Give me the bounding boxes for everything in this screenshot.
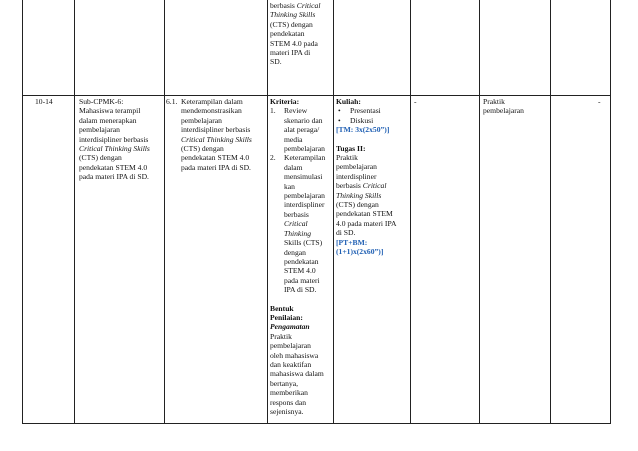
column-divider-2: [164, 0, 165, 424]
indikator-line: pembelajaran: [181, 115, 222, 125]
tugas-line: di SD.: [336, 228, 356, 238]
bentuk-penilaian-line: dan keaktifan: [270, 359, 312, 369]
sub-cpmk-line: pada materi IPA di SD.: [79, 172, 149, 182]
kriteria-heading: Kriteria:: [270, 97, 300, 106]
indikator-line: Critical Thinking Skills: [181, 134, 252, 144]
bullet-item: Diskusi: [350, 115, 374, 125]
indikator-cell: [166, 97, 266, 172]
sub-cpmk-line: Sub-CPMK-6:: [79, 97, 124, 106]
week-cell: 10-14: [35, 97, 53, 106]
column-divider-3: [267, 0, 268, 424]
kriteria-item-line: Thinking: [284, 228, 312, 238]
continuation-line: berbasis: [270, 1, 295, 10]
bentuk-penilaian-line: mahasiswa dalam: [270, 369, 324, 379]
bullet-item: Presentasi: [350, 106, 381, 116]
sub-cpmk-line: pembelajaran: [79, 125, 120, 135]
kriteria-item-line: dengan: [284, 247, 306, 257]
kriteria-item-line: Keterampilan: [284, 153, 326, 163]
column-divider-7: [550, 0, 551, 424]
sub-cpmk-line: pendekatan STEM 4.0: [79, 162, 148, 172]
bentuk-penilaian-line: oleh mahasiswa: [270, 350, 319, 360]
sub-cpmk-line: Mahasiswa terampil: [79, 106, 141, 116]
kriteria-item-line: Critical: [284, 219, 308, 229]
table-border-bottom: [22, 423, 611, 424]
bobot-cell: -: [598, 97, 601, 106]
kriteria-item-line: berbasis: [284, 209, 309, 219]
kriteria-item-line: pembelajaran: [284, 191, 325, 201]
sub-cpmk-line: interdisipliner berbasis: [79, 134, 149, 144]
materi-line: pembelajaran: [483, 106, 524, 116]
kriteria-item-line: Review: [284, 106, 308, 116]
continuation-line: STEM 4.0 pada: [270, 38, 318, 48]
tugas-heading: Tugas II:: [336, 143, 366, 153]
bentuk-penilaian-type: Pengamatan: [270, 322, 310, 332]
pt-bm-label: [PT+BM:: [336, 237, 368, 247]
kriteria-item-line: alat peraga/: [284, 125, 320, 135]
continuation-line: pendekatan: [270, 29, 305, 39]
column-divider-5: [410, 0, 411, 424]
tugas-line: pembelajaran: [336, 162, 377, 172]
kriteria-item-number: 2.: [270, 153, 276, 163]
indikator-line: Keterampilan dalam: [181, 97, 243, 106]
sub-cpmk-line: (CTS) dengan: [79, 153, 122, 163]
indikator-line: pada materi IPA di SD.: [181, 162, 251, 172]
tatap-muka-label: [TM: 3x(2x50”)]: [336, 125, 390, 135]
kriteria-item-line: pada materi: [284, 275, 320, 285]
pt-bm-label: (1+1)x(2x60”)]: [336, 247, 384, 257]
sub-cpmk-cell: [79, 97, 164, 182]
tugas-line: 4.0 pada materi IPA: [336, 218, 397, 228]
table-border-right: [610, 0, 611, 424]
bentuk-penilaian-line: bertanya,: [270, 378, 299, 388]
kriteria-item-line: dalam: [284, 162, 303, 172]
indikator-line: pendekatan STEM 4.0: [181, 153, 250, 163]
kriteria-item-line: kan: [284, 181, 295, 191]
kriteria-item-line: media: [284, 134, 303, 144]
bentuk-penilaian-heading: Bentuk: [270, 303, 294, 313]
daring-cell: -: [414, 97, 417, 106]
kriteria-item-line: Skills (CTS): [284, 238, 323, 248]
continuation-line: SD.: [270, 57, 282, 67]
indikator-line: (CTS) dengan: [181, 144, 224, 154]
indikator-number: 6.1.: [166, 97, 178, 106]
materi-cell: [483, 97, 549, 116]
continuation-line: (CTS) dengan: [270, 19, 313, 29]
bentuk-penilaian-heading: Penilaian:: [270, 312, 303, 322]
sub-cpmk-line: dalam menerapkan: [79, 115, 137, 125]
kriteria-item-line: mensimulasi: [284, 172, 323, 182]
indikator-line: interdisipliner berbasis: [181, 125, 251, 135]
kriteria-item-line: interdispliner: [284, 200, 325, 210]
indikator-line: mendemonstrasikan: [181, 106, 242, 116]
kriteria-cell: [270, 97, 332, 416]
tugas-line: berbasis Critical: [336, 181, 387, 191]
tugas-line: (CTS) dengan: [336, 200, 379, 210]
sub-cpmk-line: Critical Thinking Skills: [79, 144, 150, 154]
bentuk-penilaian-line: memberikan: [270, 388, 308, 398]
continuation-line: Critical: [296, 1, 321, 10]
tugas-line: interdispliner: [336, 171, 377, 181]
bentuk-penilaian-line: sejenisnya.: [270, 407, 304, 416]
materi-line: Praktik: [483, 97, 505, 106]
bentuk-penilaian-line: pembelajaran: [270, 341, 311, 351]
kriteria-item-line: skenario dan: [284, 115, 323, 125]
column-divider-1: [74, 0, 75, 424]
tugas-line: pendekatan STEM: [336, 209, 393, 219]
continuation-line: materi IPA di: [270, 48, 311, 58]
top-row-kriteria-continuation: [270, 1, 332, 67]
continuation-line: Thinking Skills: [270, 10, 316, 20]
bullet-icon: •: [338, 106, 341, 116]
column-divider-6: [479, 0, 480, 424]
tugas-line: Praktik: [336, 153, 358, 163]
kriteria-item-line: pendekatan: [284, 256, 319, 266]
kriteria-item-number: 1.: [270, 106, 276, 116]
column-divider-4: [333, 0, 334, 424]
bentuk-pembelajaran-cell: [336, 97, 409, 257]
bullet-icon: •: [338, 115, 341, 125]
bentuk-penilaian-line: Praktik: [270, 331, 292, 341]
kriteria-item-line: STEM 4.0: [284, 266, 316, 276]
kriteria-item-line: pembelajaran: [284, 144, 325, 154]
tugas-line: Thinking Skills: [336, 190, 382, 200]
row-divider: [22, 95, 611, 96]
bentuk-penilaian-line: respons dan: [270, 397, 307, 407]
table-border-left: [22, 0, 23, 424]
kuliah-heading: Kuliah:: [336, 97, 361, 106]
kriteria-item-line: IPA di SD.: [284, 285, 317, 295]
